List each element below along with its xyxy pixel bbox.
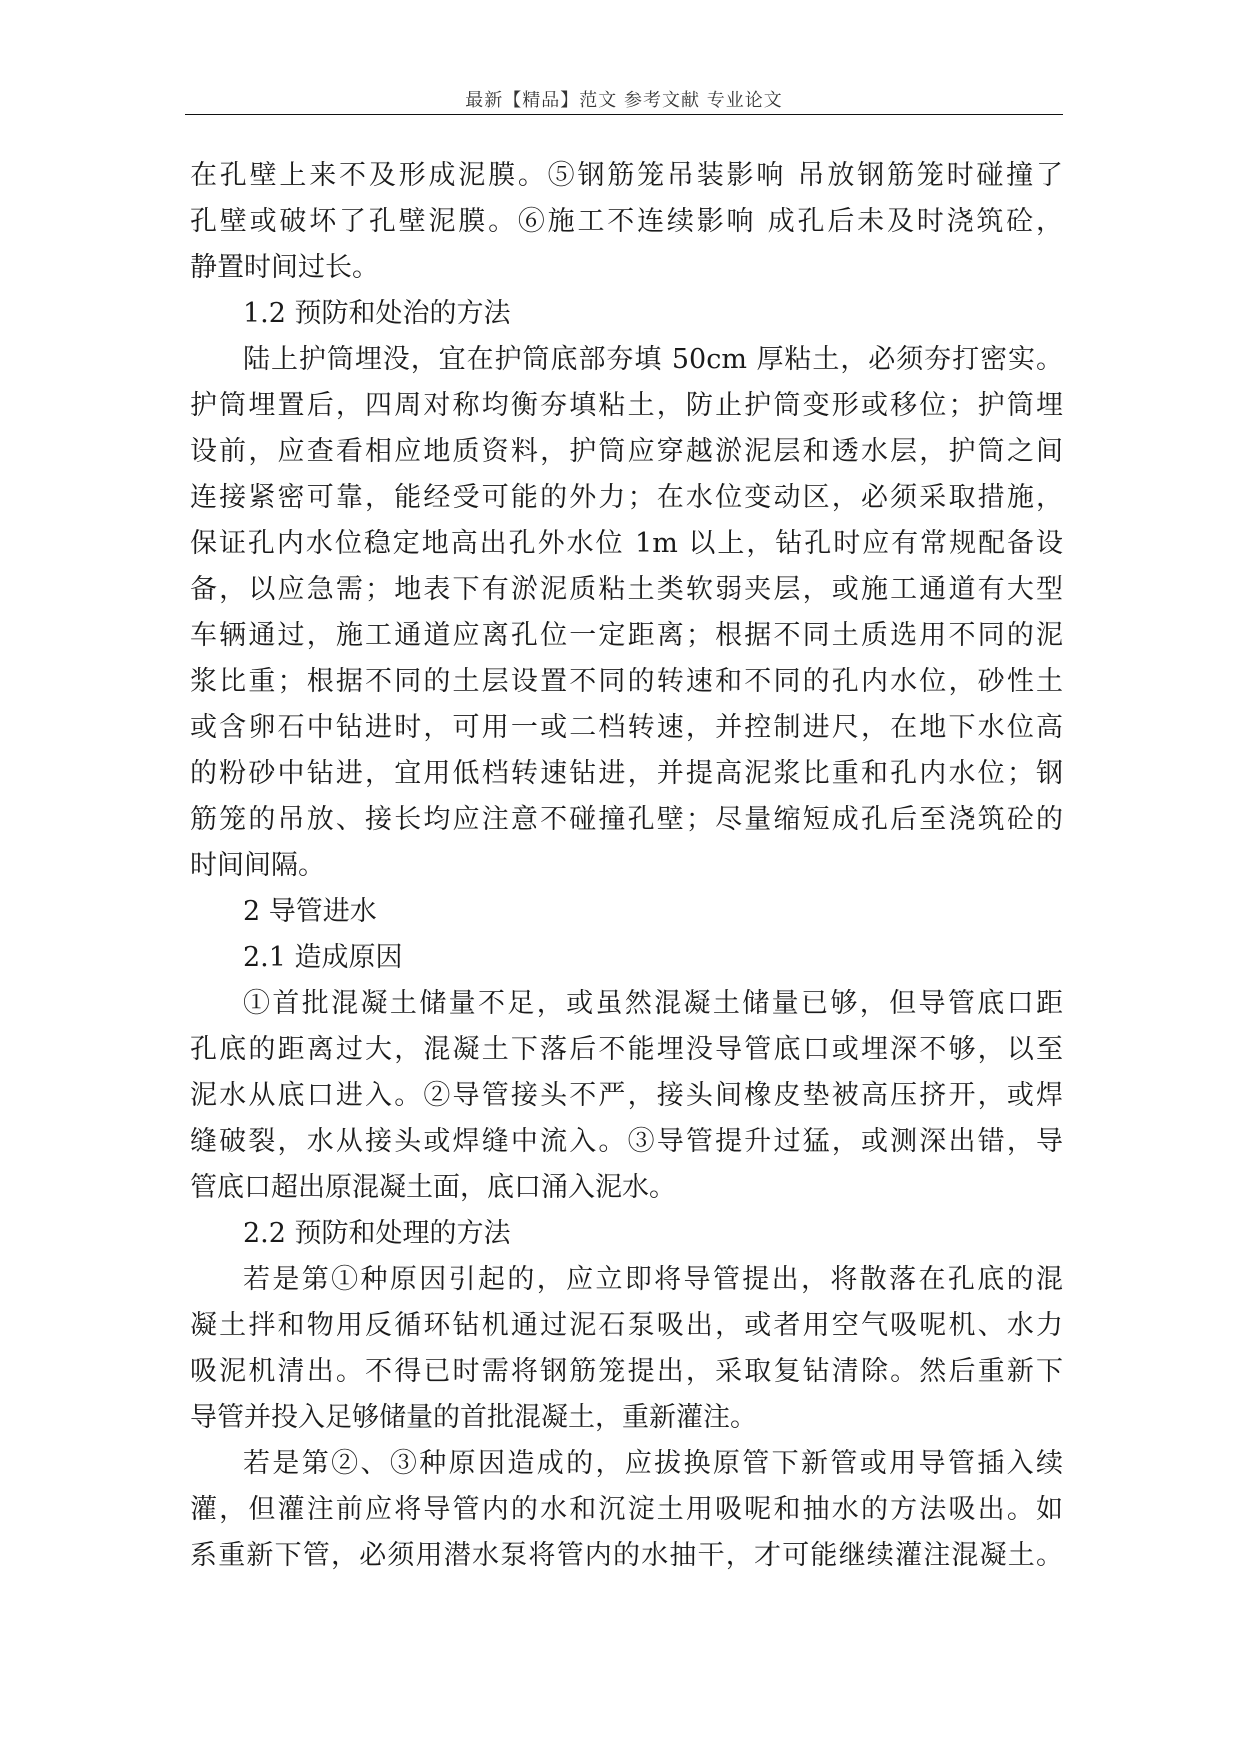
text-line: 保证孔内水位稳定地高出孔外水位 1m 以上，钻孔时应有常规配备设 bbox=[190, 528, 1063, 559]
section-heading: 2.1 造成原因 bbox=[243, 942, 403, 973]
text-line: 设前，应查看相应地质资料，护筒应穿越淤泥层和透水层，护筒之间 bbox=[190, 436, 1063, 467]
section-heading: 2.2 预防和处理的方法 bbox=[243, 1218, 511, 1249]
text-line: 若是第②、③种原因造成的，应拔换原管下新管或用导管插入续 bbox=[243, 1448, 1063, 1479]
text-line: 导管并投入足够储量的首批混凝土，重新灌注。 bbox=[190, 1402, 757, 1433]
text-line: 泥水从底口进入。②导管接头不严，接头间橡皮垫被高压挤开，或焊 bbox=[190, 1080, 1063, 1111]
document-body bbox=[190, 153, 1063, 1579]
text-line: 备，以应急需；地表下有淤泥质粘土类软弱夹层，或施工通道有大型 bbox=[190, 574, 1063, 605]
text-line: 灌，但灌注前应将导管内的水和沉淀土用吸呢和抽水的方法吸出。如 bbox=[190, 1494, 1063, 1525]
text-line: 护筒埋置后，四周对称均衡夯填粘土，防止护筒变形或移位；护筒埋 bbox=[190, 390, 1063, 421]
text-line: 在孔壁上来不及形成泥膜。⑤钢筋笼吊装影响 吊放钢筋笼时碰撞了 bbox=[190, 160, 1063, 191]
text-line: 静置时间过长。 bbox=[190, 252, 379, 283]
section-heading: 2 导管进水 bbox=[243, 896, 377, 927]
text-line: 系重新下管，必须用潜水泵将管内的水抽干，才可能继续灌注混凝土。 bbox=[190, 1540, 1063, 1571]
text-line: 管底口超出原混凝土面，底口涌入泥水。 bbox=[190, 1172, 676, 1203]
page-header: 最新【精品】范文 参考文献 专业论文 bbox=[465, 90, 783, 111]
text-line: 连接紧密可靠，能经受可能的外力；在水位变动区，必须采取措施， bbox=[190, 482, 1063, 513]
text-line: 的粉砂中钻进，宜用低档转速钻进，并提高泥浆比重和孔内水位；钢 bbox=[190, 758, 1063, 789]
text-line: 筋笼的吊放、接长均应注意不碰撞孔壁；尽量缩短成孔后至浇筑砼的 bbox=[190, 804, 1063, 835]
text-line: 孔壁或破坏了孔壁泥膜。⑥施工不连续影响 成孔后未及时浇筑砼， bbox=[190, 206, 1063, 237]
text-line: 浆比重；根据不同的土层设置不同的转速和不同的孔内水位，砂性土 bbox=[190, 666, 1063, 697]
text-line: 若是第①种原因引起的，应立即将导管提出，将散落在孔底的混 bbox=[243, 1264, 1063, 1295]
text-line: 时间间隔。 bbox=[190, 850, 325, 881]
text-line: 或含卵石中钻进时，可用一或二档转速，并控制进尺，在地下水位高 bbox=[190, 712, 1063, 743]
header-divider bbox=[185, 114, 1063, 115]
section-heading: 1.2 预防和处治的方法 bbox=[243, 298, 511, 329]
text-line: 凝土拌和物用反循环钻机通过泥石泵吸出，或者用空气吸呢机、水力 bbox=[190, 1310, 1063, 1341]
text-line: 陆上护筒埋没，宜在护筒底部夯填 50cm 厚粘土，必须夯打密实。 bbox=[243, 344, 1063, 375]
text-line: 车辆通过，施工通道应离孔位一定距离；根据不同土质选用不同的泥 bbox=[190, 620, 1063, 651]
text-line: 孔底的距离过大，混凝土下落后不能埋没导管底口或埋深不够，以至 bbox=[190, 1034, 1063, 1065]
text-line: 吸泥机清出。不得已时需将钢筋笼提出，采取复钻清除。然后重新下 bbox=[190, 1356, 1063, 1387]
text-line: ①首批混凝土储量不足，或虽然混凝土储量已够，但导管底口距 bbox=[243, 988, 1063, 1019]
text-line: 缝破裂，水从接头或焊缝中流入。③导管提升过猛，或测深出错，导 bbox=[190, 1126, 1063, 1157]
